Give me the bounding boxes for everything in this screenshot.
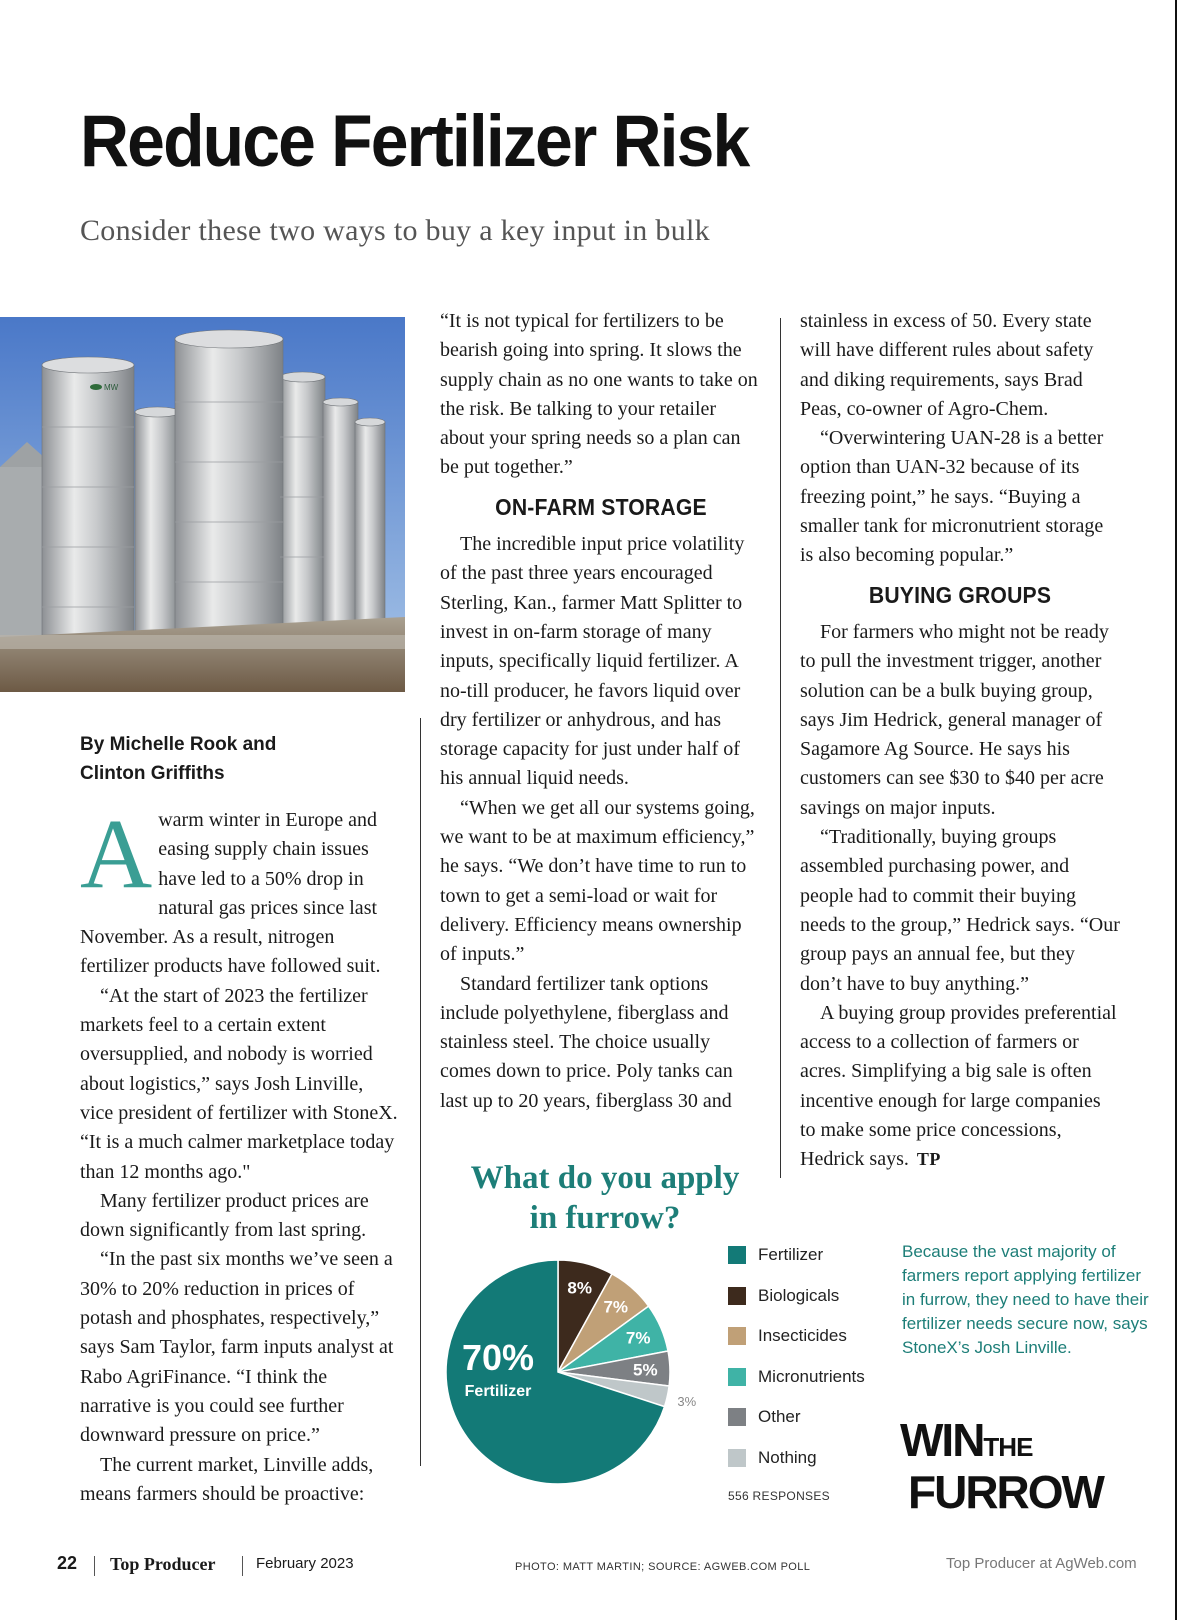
col1-paragraph-2: “At the start of 2023 the fertilizer markets feel to a certain extent oversupplied, and nobody is worried about logistics,” says Josh Linville, vice president of fertilizer with StoneX. “It is a much calmer marketplace today than 12 months ago." xyxy=(80,984,398,1183)
legend-swatch-insecticides xyxy=(728,1327,746,1345)
col1-paragraph-4: “In the past six months we’ve seen a 30% to 20% reduction in prices of potash and phosphates, respectively,” says Sam Taylor, farm inputs analyst at Rabo AgriFinance. “I think the narrative is you could see further downward pressure on price.” xyxy=(80,1248,394,1447)
drop-cap: A xyxy=(80,798,153,909)
article-subtitle: Consider these two ways to buy a key input in bulk xyxy=(80,214,710,247)
page-edge-rule xyxy=(1175,0,1177,1620)
legend-label-biologicals: Biologicals xyxy=(758,1285,840,1305)
legend-item-biologicals xyxy=(728,1286,839,1306)
legend-swatch-micronutrients xyxy=(728,1368,746,1386)
col2-paragraph-1: “It is not typical for fertilizers to be bearish going into spring. It slows the supply chain as no one wants to take on the risk. Be talking to your retailer about your spring needs so a plan can be put together.” xyxy=(440,310,758,479)
poll-title xyxy=(440,1158,770,1238)
byline xyxy=(80,730,400,788)
col3-paragraph-5 xyxy=(800,999,1120,1175)
logo-furrow: FURROW xyxy=(908,1466,1103,1518)
col3-paragraph-4: “Traditionally, buying groups assembled purchasing power, and people had to commit their buying needs to the group,” Hedrick says. “Our group pays an annual fee, but they don’t have to buy anything.” xyxy=(800,826,1120,995)
col3-paragraph-3: For farmers who might not be ready to pull the investment trigger, another solution can be a bulk buying group, says Jim Hedrick, general manager of Sagamore Ag Source. He says his customers can see $30 to $40 per acre savings on major inputs. xyxy=(800,620,1109,819)
column-divider-2 xyxy=(780,318,781,1178)
col3-paragraph-2: “Overwintering UAN-28 is a better option than UAN-32 because of its freezing point,” he says. “Buying a smaller tank for micronutrient storage is also becoming popular.” xyxy=(800,427,1104,567)
legend-swatch-other xyxy=(728,1408,746,1426)
poll-note: Because the vast majority of farmers report applying fertilizer in furrow, they need to have their fertilizer needs secure now, says StoneX’s Josh Linville. xyxy=(902,1242,1149,1357)
col1-paragraph-5: The current market, Linville adds, means farmers should be proactive: xyxy=(80,1453,374,1505)
footer-separator-2 xyxy=(242,1556,243,1576)
column-divider-1 xyxy=(420,718,421,1466)
logo-the: THE xyxy=(983,1432,1033,1462)
footer-date: February 2023 xyxy=(256,1555,354,1572)
byline-line-1: By Michelle Rook and xyxy=(80,734,277,755)
poll-pie-chart xyxy=(440,1250,730,1490)
legend-swatch-nothing xyxy=(728,1449,746,1467)
legend-swatch-fertilizer xyxy=(728,1246,746,1264)
pie-label-nothing: 3% xyxy=(677,1393,697,1409)
storage-tanks-photo xyxy=(0,317,405,692)
article-column-3 xyxy=(800,307,1120,1175)
legend-label-nothing: Nothing xyxy=(758,1447,817,1467)
section-heading-on-farm-storage: ON-FARM STORAGE xyxy=(495,493,707,520)
tanks-illustration xyxy=(0,317,405,692)
col1-paragraph-3: Many fertilizer product prices are down significantly from last spring. xyxy=(80,1189,369,1242)
pie-label-fertilizer: 70% xyxy=(461,1337,535,1378)
article-column-2 xyxy=(440,307,762,1116)
poll-title-line-2: in furrow? xyxy=(529,1200,681,1236)
legend-label-insecticides: Insecticides xyxy=(758,1326,847,1345)
legend-swatch-biologicals xyxy=(728,1287,746,1305)
col2-paragraph-4: Standard fertilizer tank options include polyethylene, fiberglass and stainless steel. The choice usually comes down to price. Poly tanks can last up to 20 years, fiberglass 30 and xyxy=(440,972,733,1112)
byline-line-2: Clinton Griffiths xyxy=(80,763,225,784)
pie-label-insecticides: 7% xyxy=(603,1297,629,1317)
footer-photo-credit: PHOTO: MATT MARTIN; SOURCE: AGWEB.COM POLL xyxy=(515,1561,811,1573)
signoff: TP xyxy=(916,1149,941,1170)
col3-paragraph-1: stainless in excess of 50. Every state will have different rules about safety and diking requirements, says Brad Peas, co-owner of Agro-Chem. xyxy=(800,310,1094,420)
article-title: Reduce Fertilizer Risk xyxy=(80,101,749,182)
page-number: 22 xyxy=(57,1553,78,1573)
tank-brand-mark: MW xyxy=(104,383,119,392)
article-column-1 xyxy=(80,798,400,1509)
legend-item-other xyxy=(728,1407,801,1427)
pie-label-biologicals: 8% xyxy=(567,1278,593,1298)
footer-separator-1 xyxy=(94,1556,95,1576)
footer-publication: Top Producer xyxy=(110,1554,216,1574)
legend-item-nothing xyxy=(728,1448,817,1468)
legend-item-micronutrients xyxy=(728,1367,865,1387)
section-heading-buying-groups: BUYING GROUPS xyxy=(868,581,1052,608)
col1-paragraph-1 xyxy=(80,798,400,982)
col3-paragraph-5-text: A buying group provides preferential access to a collection of farmers or acres. Simplifying a big sale is often incentive enough for large companies to make some price concessions, Hedrick says. xyxy=(800,1001,1117,1171)
col2-paragraph-2: The incredible input price volatility of the past three years encouraged Sterling, Kan., farmer Matt Splitter to invest in on-farm storage of many inputs, specifically liquid fertilizer. A no-till producer, he favors liquid over dry fertilizer or anhydrous, and has storage capacity for just under half of his annual liquid needs. xyxy=(440,533,745,790)
pie-label-micronutrients: 7% xyxy=(625,1328,651,1348)
legend-item-fertilizer xyxy=(728,1245,823,1265)
legend-label-fertilizer: Fertilizer xyxy=(758,1245,824,1264)
legend-label-other: Other xyxy=(758,1407,801,1426)
poll-title-line-1: What do you apply xyxy=(470,1160,740,1196)
col1-paragraph-1-text: warm winter in Europe and easing supply chain issues have led to a 50% drop in natural gas prices since last November. As a result, nitrogen fertilizer products have followed suit. xyxy=(80,809,381,978)
poll-responses: 556 RESPONSES xyxy=(728,1489,830,1503)
pie-caption-fertilizer: Fertilizer xyxy=(464,1383,532,1400)
legend-item-insecticides xyxy=(728,1326,847,1346)
footer-website: Top Producer at AgWeb.com xyxy=(946,1555,1137,1572)
col2-paragraph-3: “When we get all our systems going, we want to be at maximum efficiency,” he says. “We don’t have time to run to town to get a semi-load or wait for delivery. Efficiency means ownership of inputs.” xyxy=(440,796,755,966)
legend-label-micronutrients: Micronutrients xyxy=(758,1366,865,1386)
logo-win: WIN xyxy=(900,1414,984,1466)
win-the-furrow-logo xyxy=(900,1414,1103,1518)
pie-label-other: 5% xyxy=(633,1360,658,1380)
